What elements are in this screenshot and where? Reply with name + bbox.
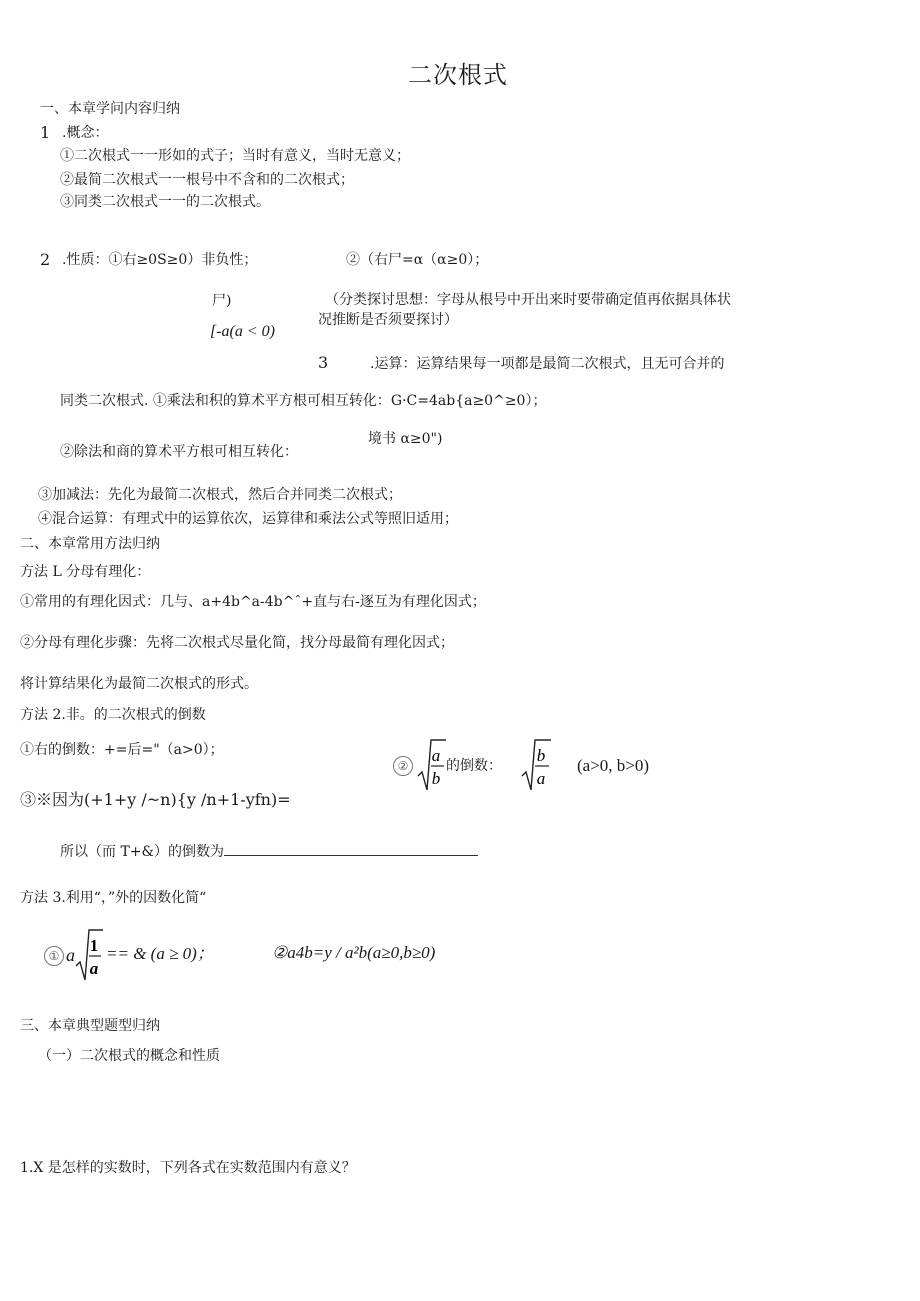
sqrt-a-over-b xyxy=(416,738,446,794)
method-3-title: 方法 3.利用“，”外的因数化简“ xyxy=(20,890,207,906)
circled-1-icon: ① xyxy=(44,946,64,966)
property-3-fragment: 尸) xyxy=(212,293,232,309)
subsection-heading: （一）二次根式的概念和性质 xyxy=(38,1048,220,1064)
reciprocal-3: ③※因为(+1+y /~n){y /n+1-yfn)= xyxy=(20,790,291,809)
simplify-2: ②a4b=y / a²b(a≥0,b≥0) xyxy=(272,943,436,962)
sqrt-numerator-a: a xyxy=(431,746,441,765)
method-1-steps: ②分母有理化步骤：先将二次根式尽量化简，找分母最简有理化因式； xyxy=(20,635,454,651)
item-3-label: .运算：运算结果每一项都是最简二次根式，且无可合并的 xyxy=(370,356,725,372)
section-heading-1: 一、本章学问内容归纳 xyxy=(40,101,180,117)
item-1-label: .概念： xyxy=(62,125,109,141)
negative-case: [-a(a < 0) xyxy=(210,323,276,340)
method-1-result: 将计算结果化为最简二次根式的形式。 xyxy=(20,676,258,692)
sqrt-denominator-a2: a xyxy=(89,959,99,978)
page-title: 二次根式 xyxy=(408,61,508,89)
sqrt-numerator-b: b xyxy=(536,746,546,765)
reciprocal-2-label: 的倒数： xyxy=(446,758,502,774)
concept-b: ②最简二次根式一一根号中不含和的二次根式； xyxy=(60,172,354,188)
reciprocal-2-condition: (a>0, b>0) xyxy=(577,756,650,775)
sqrt-denominator-b: b xyxy=(431,769,441,788)
addition-rule: ③加减法：先化为最简二次根式，然后合并同类二次根式； xyxy=(38,487,402,503)
concept-a: ①二次根式一一形如的式子；当时有意义，当时无意义； xyxy=(60,148,410,164)
reciprocal-1: ①右的倒数：+=后="（a>0）； xyxy=(20,742,224,758)
discussion-note-line-2: 况推断是否须要探讨） xyxy=(318,312,458,328)
reciprocal-answer-line xyxy=(60,841,478,861)
sqrt-b-over-a xyxy=(520,738,552,794)
discussion-note-line-1: （分类探讨思想：字母从根号中开出来时要带确定值再依据具体状 xyxy=(325,292,731,308)
method-2-title: 方法 2.非。的二次根式的倒数 xyxy=(20,707,206,723)
coefficient-a: a xyxy=(66,945,75,965)
sqrt-denominator-a: a xyxy=(536,769,546,788)
question-1: 1.X 是怎样的实数时，下列各式在实数范围内有意义？ xyxy=(20,1160,356,1176)
method-1-title: 方法 L 分母有理化： xyxy=(20,564,151,580)
property-2: ②（右尸=α（α≥0）； xyxy=(346,252,489,268)
section-heading-3: 三、本章典型题型归纳 xyxy=(20,1018,160,1034)
division-rule: ②除法和商的算术平方根可相互转化： xyxy=(60,444,298,460)
item-3-number: 3 xyxy=(318,353,329,372)
concept-c: ③同类二次根式一一的二次根式。 xyxy=(60,194,270,210)
reciprocal-answer-prefix: 所以（而 T+&）的倒数为 xyxy=(60,844,224,860)
sqrt-1-over-a xyxy=(74,928,104,984)
sqrt-numerator-one: 1 xyxy=(89,936,99,955)
item-1-number: 1 xyxy=(40,123,51,142)
circled-2-icon: ② xyxy=(393,756,413,776)
mixed-operations-rule: ④混合运算：有理式中的运算依次，运算律和乘法公式等照旧适用； xyxy=(38,511,458,527)
multiplication-rule: 同类二次根式. ①乘法和积的算术平方根可相互转化：G·C=4ab{a≥0^≥0）； xyxy=(60,393,547,409)
simplify-1-rest: == & (a ≥ 0)； xyxy=(106,944,214,963)
answer-blank xyxy=(224,841,478,856)
item-2-label: .性质：①右≥0S≥0）非负性； xyxy=(62,252,258,268)
item-2-number: 2 xyxy=(40,250,51,269)
division-condition: 境书 α≥0") xyxy=(368,431,443,447)
section-heading-2: 二、本章常用方法归纳 xyxy=(20,536,160,552)
method-1-factors: ①常用的有理化因式：几与、a+4b^a-4b^ˆ+直与右-逐互为有理化因式； xyxy=(20,594,486,610)
